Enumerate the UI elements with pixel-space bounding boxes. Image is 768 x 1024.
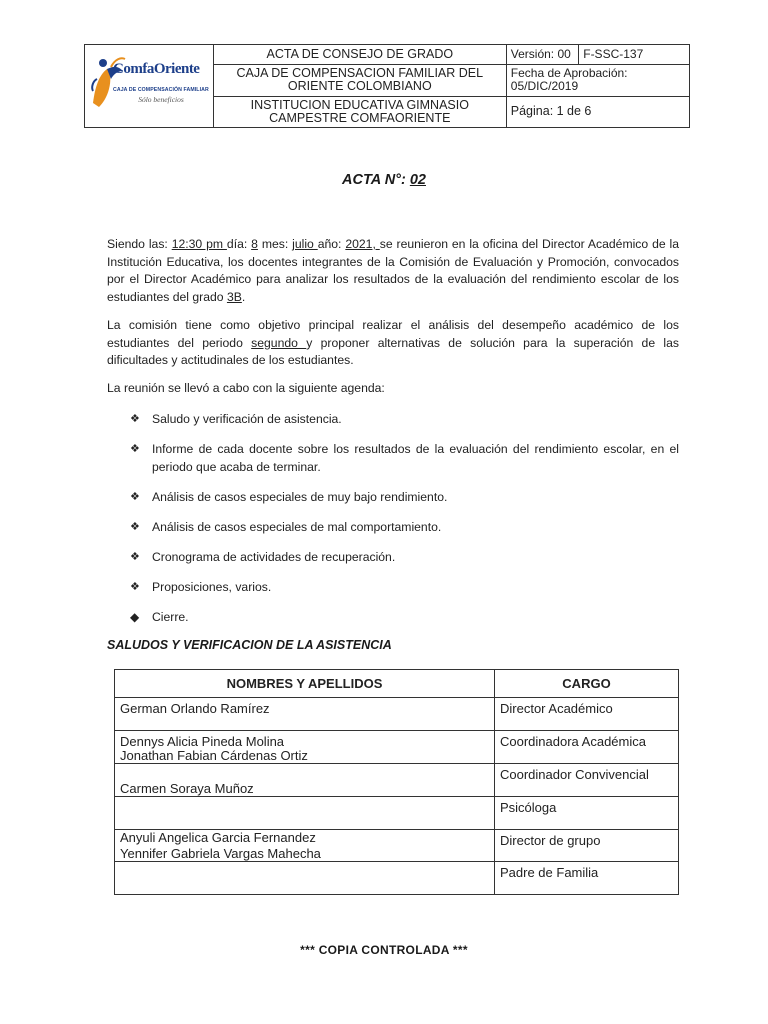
header-code: F-SSC-137 bbox=[579, 45, 690, 65]
acta-title bbox=[0, 172, 768, 188]
diamond-bullet-icon: ❖ bbox=[130, 550, 140, 563]
attendee-role: Coordinador Convivencial bbox=[500, 767, 649, 782]
attendee-role-cell bbox=[495, 731, 679, 764]
agenda-item-text: Saludo y verificación de asistencia. bbox=[152, 412, 342, 426]
agenda-item bbox=[130, 519, 679, 537]
agenda-item-text: Análisis de casos especiales de muy bajo rendimiento. bbox=[152, 489, 448, 504]
agenda-item bbox=[130, 441, 679, 476]
attendee-name: Yennifer Gabriela Vargas Mahecha bbox=[120, 846, 321, 861]
student-grade: 3B bbox=[226, 289, 242, 304]
attendee-name: Anyuli Angelica Garcia Fernandez bbox=[120, 830, 316, 845]
header-approval-date: Fecha de Aprobación: 05/DIC/2019 bbox=[506, 64, 689, 96]
brand-subtitle: CAJA DE COMPENSACIÓN FAMILIAR bbox=[113, 87, 209, 93]
attendee-role: Psicóloga bbox=[500, 800, 557, 815]
intro-text-4: año: bbox=[317, 237, 346, 251]
attendee-role: Director Académico bbox=[500, 701, 613, 716]
intro-text-3: mes: bbox=[257, 237, 293, 251]
intro-text-6: . bbox=[241, 289, 246, 304]
agenda-item bbox=[130, 579, 679, 597]
meeting-day: 8 bbox=[251, 237, 258, 251]
agenda-intro: La reunión se llevó a cabo con la siguiente agenda: bbox=[107, 381, 385, 395]
column-header-role: CARGO bbox=[495, 670, 679, 698]
brand-tagline: Sólo beneficios bbox=[138, 95, 184, 104]
document-header-table bbox=[84, 44, 690, 128]
intro-text-5: se reunieron en la oficina del Director Académico de la Institución Educativa, los docentes integrantes de la Comisión de Evaluación y Promoción, convocados por el Director Académico para analizar los resultados de la evaluación del rendimiento escolar de los estudiantes del grado bbox=[107, 237, 680, 304]
agenda-item-text: Cronograma de actividades de recuperación. bbox=[152, 549, 396, 564]
agenda-item bbox=[130, 609, 679, 627]
meeting-year: 2021, bbox=[345, 237, 380, 251]
agenda-item-text: Informe de cada docente sobre los resultados de la evaluación del rendimiento escolar, en el periodo que acaba de terminar. bbox=[152, 442, 679, 474]
attendee-role-cell bbox=[495, 830, 679, 862]
attendee-name-cell bbox=[115, 698, 495, 731]
attendee-name-cell bbox=[115, 846, 495, 895]
agenda-item-text: Cierre. bbox=[152, 609, 189, 624]
agenda-item bbox=[130, 549, 679, 567]
diamond-bullet-icon: ❖ bbox=[130, 413, 140, 425]
agenda-item-text: Análisis de casos especiales de mal comportamiento. bbox=[152, 519, 442, 534]
attendee-role-cell bbox=[495, 764, 679, 797]
attendee-role-cell bbox=[495, 797, 679, 830]
attendee-role: Coordinadora Académica bbox=[500, 734, 646, 749]
agenda-item bbox=[130, 489, 679, 507]
attendee-name: Jonathan Fabian Cárdenas Ortiz bbox=[120, 748, 308, 763]
attendance-table bbox=[114, 669, 679, 895]
objective-text-2: y proponer alternativas de solución para la superación de las dificultades y actitudinales de los estudiantes. bbox=[107, 335, 679, 367]
logo-cell bbox=[85, 45, 214, 128]
table-row bbox=[115, 797, 679, 830]
header-institution: INSTITUCION EDUCATIVA GIMNASIO CAMPESTRE COMFAORIENTE bbox=[213, 96, 506, 127]
acta-label: ACTA N°: bbox=[342, 172, 410, 188]
attendee-name: Dennys Alicia Pineda Molina bbox=[120, 734, 285, 749]
agenda-item bbox=[130, 411, 679, 429]
agenda-item-text: Proposiciones, varios. bbox=[152, 579, 272, 594]
intro-paragraph bbox=[107, 236, 679, 306]
attendee-name: Carmen Soraya Muñoz bbox=[120, 781, 254, 796]
meeting-month: julio bbox=[292, 237, 318, 251]
meeting-time: 12:30 pm bbox=[171, 237, 227, 251]
header-page-number: Página: 1 de 6 bbox=[506, 96, 689, 127]
academic-period: segundo bbox=[251, 335, 307, 350]
intro-text-2: día: bbox=[226, 237, 252, 251]
attendee-name-cell bbox=[115, 781, 495, 830]
diamond-bullet-icon: ❖ bbox=[130, 580, 140, 593]
attendee-role: Padre de Familia bbox=[500, 865, 599, 880]
table-row bbox=[115, 862, 679, 895]
acta-number: 02 bbox=[409, 172, 426, 188]
diamond-bullet-icon: ❖ bbox=[130, 490, 140, 503]
attendance-section-title: SALUDOS Y VERIFICACION DE LA ASISTENCIA bbox=[107, 638, 392, 652]
diamond-bullet-icon: ❖ bbox=[130, 520, 140, 533]
attendee-name: German Orlando Ramírez bbox=[120, 701, 270, 716]
intro-text-1: Siendo las: bbox=[107, 237, 172, 251]
attendee-role-cell bbox=[495, 862, 679, 895]
header-version: Versión: 00 bbox=[506, 45, 578, 65]
diamond-bullet-icon: ❖ bbox=[130, 443, 140, 455]
attendee-role-cell bbox=[495, 698, 679, 731]
agenda-list bbox=[130, 411, 679, 639]
controlled-copy-footer: *** COPIA CONTROLADA *** bbox=[300, 943, 468, 957]
objective-paragraph bbox=[107, 317, 679, 370]
objective-text-1: La comisión tiene como objetivo principal realizar el análisis del desempeño académico de los estudiantes del periodo bbox=[107, 318, 679, 350]
diamond-bullet-icon: ◆ bbox=[130, 609, 140, 624]
comfaoriente-logo-icon bbox=[85, 45, 212, 127]
brand-name: ComfaOriente bbox=[113, 61, 200, 77]
column-header-name: NOMBRES Y APELLIDOS bbox=[115, 670, 495, 698]
header-organization: CAJA DE COMPENSACION FAMILIAR DEL ORIENTE COLOMBIANO bbox=[213, 64, 506, 96]
attendee-role: Director de grupo bbox=[500, 833, 601, 848]
table-row bbox=[115, 698, 679, 731]
header-document-title: ACTA DE CONSEJO DE GRADO bbox=[213, 45, 506, 65]
